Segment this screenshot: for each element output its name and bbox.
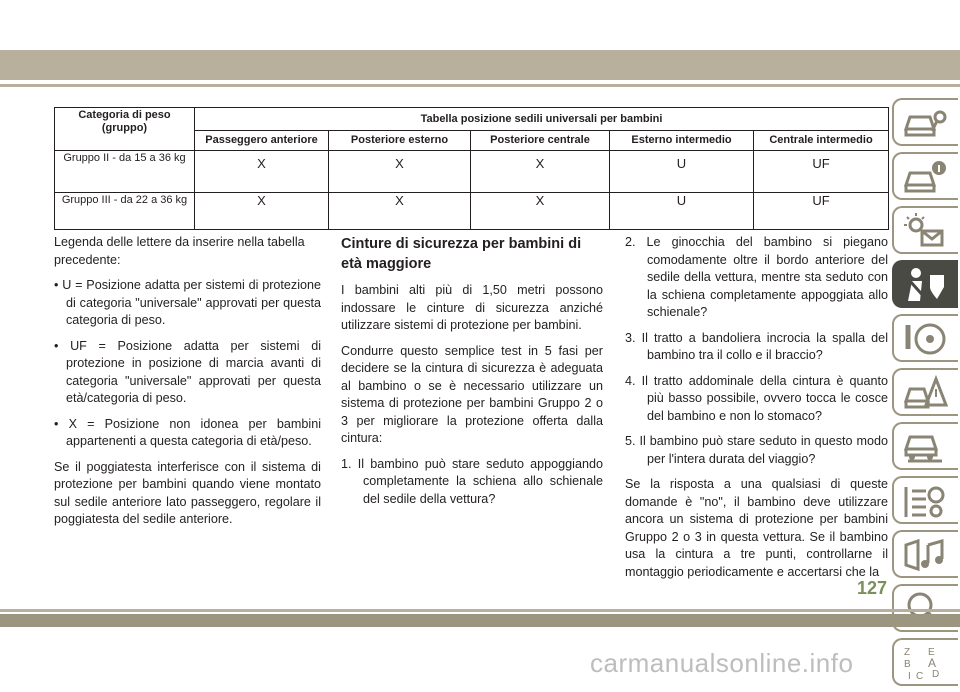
table-cell: X [195,151,329,193]
index-icon [902,645,948,681]
footer-bar [0,614,960,627]
svg-text:C: C [916,671,924,681]
svg-text:A: A [928,656,937,670]
header-category: Categoria di peso (gruppo) [55,108,195,151]
test-step: 3. Il tratto a bandoliera incrocia la spalla del bambino tra il collo e il braccio? [625,330,888,362]
specifications-icon [902,483,948,519]
child-seat-table [54,107,889,230]
body-paragraph: Condurre questo semplice test in 5 fasi per decidere se la cintura di sicurezza è adeguata al bambino o se è necessario utilizzare un sistema di protezione per bambini Gruppo 2 o 3 per migliorare la protezione offerta dalla cintura: [341,343,603,445]
test-step: 5. Il bambino può stare seduto in questo modo per l'intera durata del viaggio? [625,434,888,466]
column-left [54,234,321,537]
legend-intro: Legenda delle lettere da inserire nella tabella precedente: [54,235,305,267]
legend-item: • U = Posizione adatta per sistemi di protezione di categoria "universale" approvati per questa categoria di peso. [54,278,321,327]
legend-item: • X = Posizione non idonea per bambini appartenenti a questa categoria di età/peso. [54,416,321,448]
car-info-icon [902,159,948,195]
test-step: 4. Il tratto addominale della cintura è quanto più basso possibile, ovvero tocca le cosce del bambino e non lo stomaco? [625,373,888,423]
table-cell: X [471,193,610,230]
tab-safety[interactable] [892,260,958,308]
car-service-icon [902,429,948,465]
watermark: carmanualsonline.info [590,648,854,678]
test-step: 1. Il bambino può stare seduto appoggiando completamente la schiena allo schienale del sedile della vettura? [341,456,603,506]
svg-text:I: I [908,671,911,681]
column-header: Passeggero anteriore [195,131,329,151]
roadside-warning-icon [902,375,948,411]
car-key-icon [902,105,948,141]
column-middle [341,234,603,516]
section-heading: Cinture di sicurezza per bambini di età maggiore [341,236,582,272]
safety-seat-icon [902,267,948,303]
table-row [55,151,889,193]
column-header: Centrale intermedio [754,131,889,151]
tab-specifications[interactable] [892,476,958,524]
tab-car-info[interactable] [892,152,958,200]
body-paragraph: Se la risposta a una qualsiasi di queste domande è "no", il bambino deve utilizzare ancora un sistema di protezione per bambini Gruppo 2 o 3 in questa vettura. Se il bambino usa la cintura a tre punti, controllarne il montaggio periodicamente e accertarsi che la [625,477,888,579]
tab-car-key[interactable] [892,98,958,146]
table-cell: X [329,193,471,230]
table-cell: U [610,151,754,193]
tab-warning-lights[interactable] [892,206,958,254]
column-header: Posteriore centrale [471,131,610,151]
chapter-tabs [892,98,960,692]
headrest-paragraph: Se il poggiatesta interferisce con il sistema di protezione per bambini quando viene montato sul sedile anteriore lato passeggero, regolare il poggiatesta del sedile anteriore. [54,459,321,526]
footer-rule [0,609,960,612]
table-row [55,193,889,230]
legend-item: • UF = Posizione adatta per sistemi di protezione in posizione di marcia avanti di categoria "universale" approvati per questa età/categoria di peso. [54,338,321,405]
table-cell: UF [754,193,889,230]
table-cell: X [471,151,610,193]
row-group: Gruppo II - da 15 a 36 kg [55,151,195,193]
column-header: Esterno intermedio [610,131,754,151]
table-cell: U [610,193,754,230]
steering-icon [902,321,948,357]
header-title: Tabella posizione sedili universali per bambini [195,108,889,131]
svg-text:D: D [932,669,940,680]
table-cell: X [195,193,329,230]
column-header: Posteriore esterno [329,131,471,151]
svg-text:Z: Z [904,647,911,658]
tab-emergency[interactable] [892,368,958,416]
table-cell: UF [754,151,889,193]
tab-multimedia[interactable] [892,530,958,578]
svg-text:E: E [928,647,935,658]
body-paragraph: I bambini alti più di 1,50 metri possono indossare le cinture di sicurezza anziché utilizzare sistemi di protezione per bambini. [341,283,603,332]
test-step: 2. Le ginocchia del bambino si piegano comodamente oltre il bordo anteriore del sedile della vettura, mentre sta seduto con la schiena completamente appoggiata allo schienale? [625,235,888,319]
multimedia-icon [902,537,948,573]
column-right [625,234,888,589]
row-group: Gruppo III - da 22 a 36 kg [55,193,195,230]
tab-index[interactable] [892,638,958,686]
header-rule [0,84,960,87]
tab-starting-driving[interactable] [892,314,958,362]
svg-text:B: B [904,659,911,670]
page-number: 127 [857,578,888,598]
tab-servicing[interactable] [892,422,958,470]
header-bar [0,50,960,80]
table-cell: X [329,151,471,193]
warning-lights-icon [902,213,948,249]
